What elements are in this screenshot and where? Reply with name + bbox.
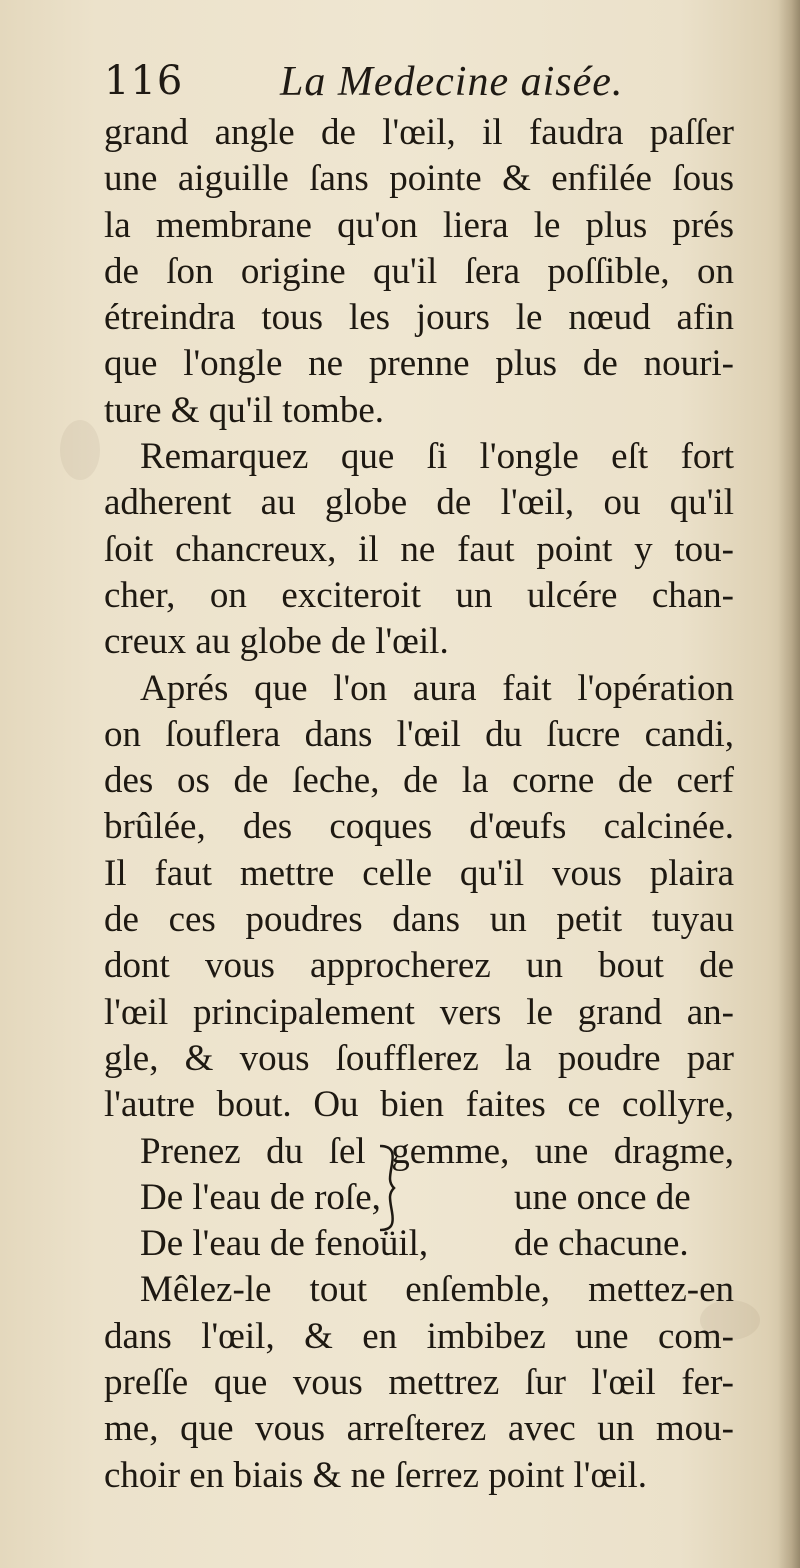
text-line: étreindra tous les jours le nœud afin: [104, 297, 734, 339]
page-header: [104, 58, 744, 114]
text-line: preſſe que vous mettrez ſur l'œil fer-: [104, 1362, 734, 1404]
running-title: La Medecine aisée.: [280, 59, 624, 105]
recipe-row: [104, 1175, 734, 1221]
recipe-block: [104, 1175, 734, 1268]
text-line: de ces poudres dans un petit tuyau: [104, 899, 734, 941]
text-line: ture & qu'il tombe.: [104, 389, 385, 431]
text-line: de ſon origine qu'il ſera poſſible, on: [104, 250, 734, 292]
text-line: cher, on exciteroit un ulcére chan-: [104, 574, 734, 616]
text-line: Aprés que l'on aura fait l'opération: [140, 667, 734, 709]
text-line: l'autre bout. Ou bien faites ce collyre,: [104, 1084, 734, 1126]
text-line: on ſouflera dans l'œil du ſucre candi,: [104, 713, 734, 755]
text-line: adherent au globe de l'œil, ou qu'il: [104, 482, 734, 524]
recipe-ingredient: De l'eau de fenoüil,: [140, 1223, 429, 1265]
text-line: gle, & vous ſoufflerez la poudre par: [104, 1037, 734, 1079]
body-text: [104, 110, 734, 1499]
text-line: Remarquez que ſi l'ongle eſt fort: [140, 436, 734, 478]
text-line: Il faut mettre celle qu'il vous plaira: [104, 852, 734, 894]
recipe-ingredient: De l'eau de roſe,: [140, 1176, 381, 1218]
paragraph-block: [104, 110, 734, 1175]
text-line: choir en biais & ne ſerrez point l'œil.: [104, 1454, 648, 1496]
recipe-row: [104, 1221, 734, 1267]
text-line: une aiguille ſans pointe & enfilée ſous: [104, 158, 734, 200]
text-line: ſoit chancreux, il ne faut point y tou-: [104, 528, 734, 570]
text-line: me, que vous arreſterez avec un mou-: [104, 1408, 734, 1450]
brace-icon: [374, 1142, 400, 1234]
text-line: dans l'œil, & en imbibez une com-: [104, 1315, 734, 1357]
closing-paragraph: [104, 1267, 734, 1498]
text-line: dont vous approcherez un bout de: [104, 945, 734, 987]
text-line: des os de ſeche, de la corne de cerf: [104, 760, 734, 802]
paper-stain: [60, 420, 100, 480]
recipe-quantity: de chacune.: [514, 1223, 689, 1265]
text-line: Mêlez-le tout enſemble, mettez-en: [140, 1269, 734, 1311]
text-line: que l'ongle ne prenne plus de nouri-: [104, 343, 734, 385]
text-line: creux au globe de l'œil.: [104, 621, 449, 663]
text-line: Prenez du ſel gemme, une dragme,: [140, 1130, 734, 1172]
recipe-quantity: une once de: [514, 1176, 691, 1218]
page-number: 116: [104, 58, 184, 104]
page-edge-shadow: [778, 0, 800, 1568]
text-line: l'œil principalement vers le grand an-: [104, 991, 734, 1033]
text-line: la membrane qu'on liera le plus prés: [104, 204, 734, 246]
text-line: grand angle de l'œil, il faudra paſſer: [104, 112, 734, 153]
text-line: brûlée, des coques d'œufs calcinée.: [104, 806, 734, 848]
